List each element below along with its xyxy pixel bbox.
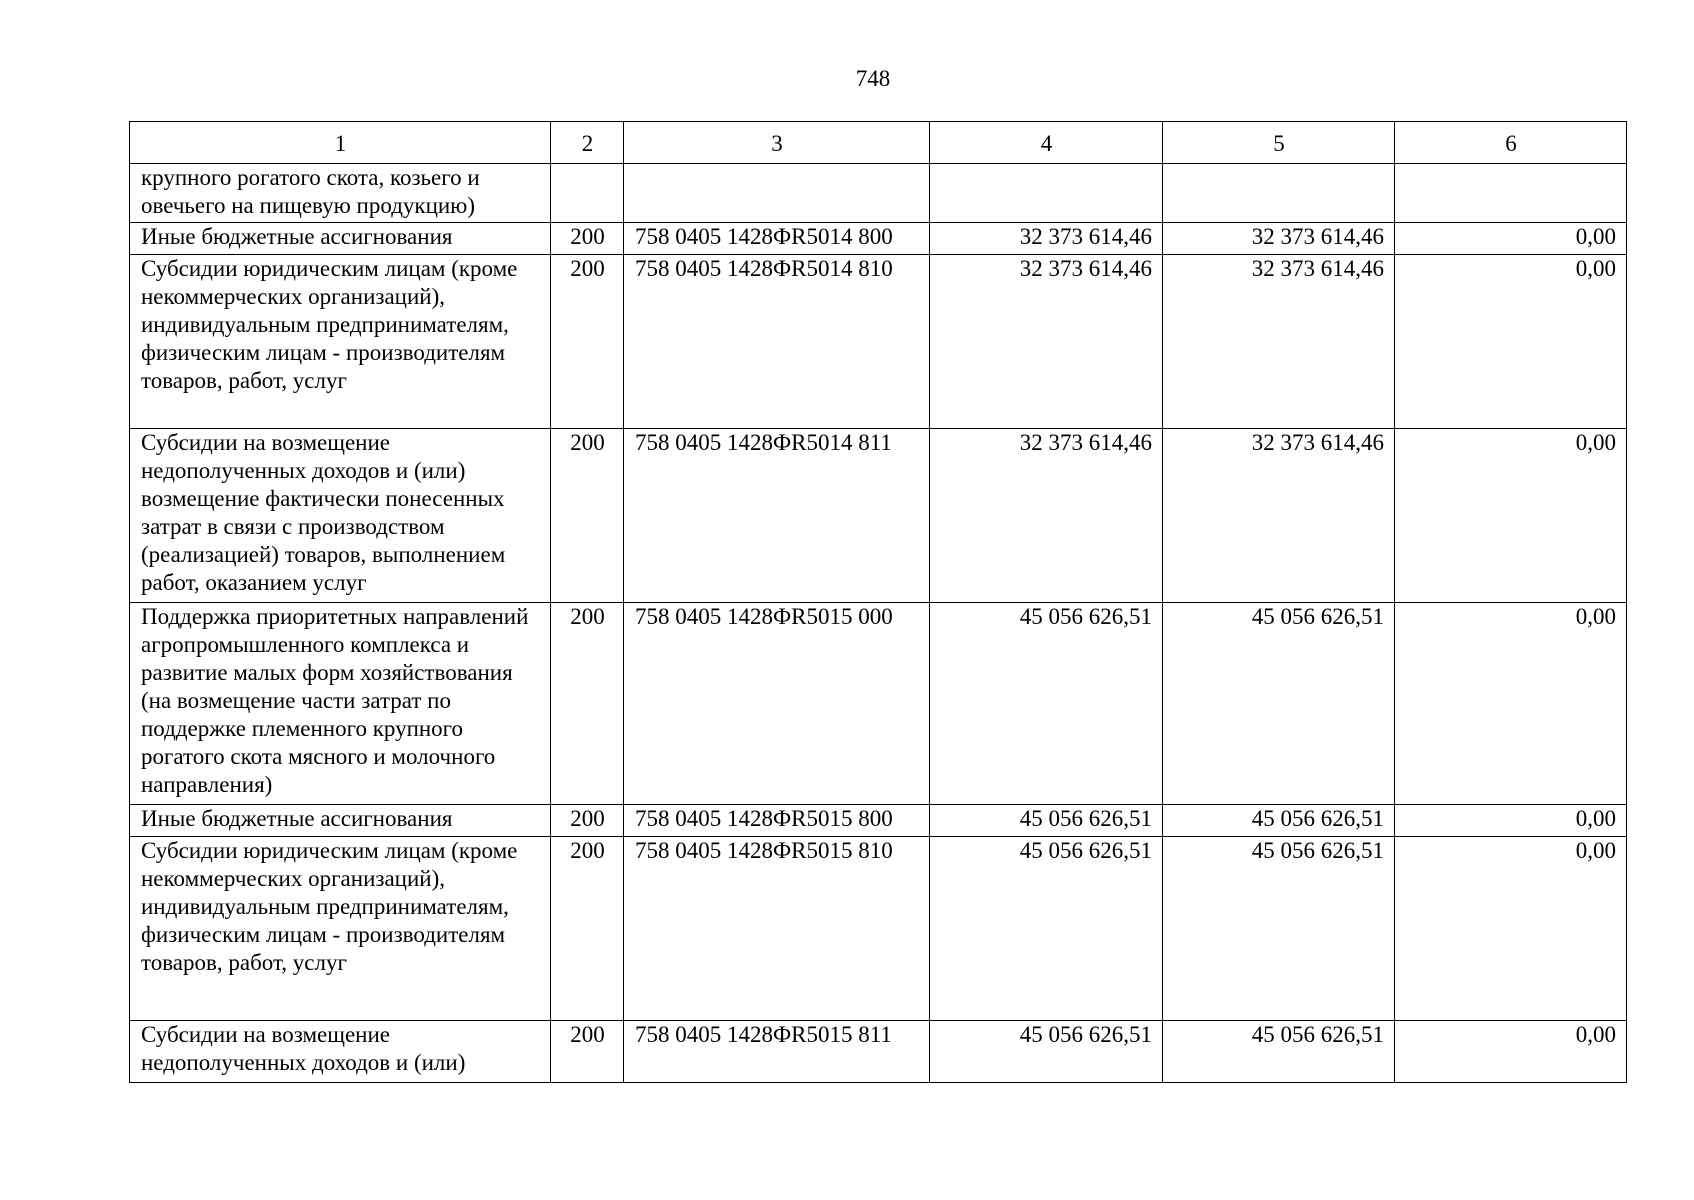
section-code: 200 <box>551 603 624 805</box>
budget-classification-code: 758 0405 1428ФR5015 810 <box>624 837 930 1021</box>
column-header: 6 <box>1395 122 1627 164</box>
amount-col4: 32 373 614,46 <box>930 223 1163 255</box>
budget-classification-code: 758 0405 1428ФR5014 800 <box>624 223 930 255</box>
column-header: 3 <box>624 122 930 164</box>
section-code: 200 <box>551 1021 624 1083</box>
section-code: 200 <box>551 223 624 255</box>
amount-col5: 45 056 626,51 <box>1163 837 1395 1021</box>
section-code: 200 <box>551 255 624 429</box>
amount-col4: 32 373 614,46 <box>930 429 1163 603</box>
amount-col5: 45 056 626,51 <box>1163 1021 1395 1083</box>
section-code: 200 <box>551 805 624 837</box>
table-header-row <box>130 122 1627 164</box>
amount-col6 <box>1395 164 1627 223</box>
section-code <box>551 164 624 223</box>
amount-col5: 32 373 614,46 <box>1163 223 1395 255</box>
item-name: Субсидии юридическим лицам (кроме некоммерческих организаций), индивидуальным предпринимателям, физическим лицам - производителям товаров, работ, услуг <box>130 837 551 1021</box>
column-header: 1 <box>130 122 551 164</box>
item-name: Субсидии юридическим лицам (кроме некоммерческих организаций), индивидуальным предпринимателям, физическим лицам - производителям товаров, работ, услуг <box>130 255 551 429</box>
amount-col6: 0,00 <box>1395 603 1627 805</box>
item-name: крупного рогатого скота, козьего и овечьего на пищевую продукцию) <box>130 164 551 223</box>
amount-col6: 0,00 <box>1395 223 1627 255</box>
item-name: Субсидии на возмещение недополученных доходов и (или) возмещение фактически понесенных затрат в связи с производством (реализацией) товаров, выполнением работ, оказанием услуг <box>130 429 551 603</box>
budget-classification-code: 758 0405 1428ФR5015 811 <box>624 1021 930 1083</box>
column-header: 5 <box>1163 122 1395 164</box>
amount-col6: 0,00 <box>1395 837 1627 1021</box>
amount-col6: 0,00 <box>1395 429 1627 603</box>
budget-table <box>129 121 1627 1083</box>
amount-col4 <box>930 164 1163 223</box>
budget-classification-code: 758 0405 1428ФR5014 810 <box>624 255 930 429</box>
amount-col5: 45 056 626,51 <box>1163 603 1395 805</box>
item-name: Субсидии на возмещение недополученных доходов и (или) <box>130 1021 551 1083</box>
amount-col5 <box>1163 164 1395 223</box>
amount-col4: 45 056 626,51 <box>930 837 1163 1021</box>
item-name: Иные бюджетные ассигнования <box>130 223 551 255</box>
amount-col4: 45 056 626,51 <box>930 603 1163 805</box>
table-row <box>130 805 1627 837</box>
table-row <box>130 164 1627 223</box>
budget-classification-code: 758 0405 1428ФR5015 800 <box>624 805 930 837</box>
budget-classification-code <box>624 164 930 223</box>
amount-col6: 0,00 <box>1395 255 1627 429</box>
column-header: 4 <box>930 122 1163 164</box>
table-row <box>130 837 1627 1021</box>
budget-classification-code: 758 0405 1428ФR5014 811 <box>624 429 930 603</box>
column-header: 2 <box>551 122 624 164</box>
table-row <box>130 603 1627 805</box>
budget-classification-code: 758 0405 1428ФR5015 000 <box>624 603 930 805</box>
amount-col5: 32 373 614,46 <box>1163 429 1395 603</box>
section-code: 200 <box>551 837 624 1021</box>
amount-col4: 32 373 614,46 <box>930 255 1163 429</box>
table-row <box>130 255 1627 429</box>
table-row <box>130 1021 1627 1083</box>
amount-col4: 45 056 626,51 <box>930 805 1163 837</box>
item-name: Поддержка приоритетных направлений агропромышленного комплекса и развитие малых форм хозяйствования (на возмещение части затрат по поддержке племенного крупного рогатого скота мясного и молочного направления) <box>130 603 551 805</box>
amount-col5: 45 056 626,51 <box>1163 805 1395 837</box>
item-name: Иные бюджетные ассигнования <box>130 805 551 837</box>
table-row <box>130 223 1627 255</box>
amount-col6: 0,00 <box>1395 805 1627 837</box>
amount-col4: 45 056 626,51 <box>930 1021 1163 1083</box>
page-number: 748 <box>855 66 891 91</box>
amount-col5: 32 373 614,46 <box>1163 255 1395 429</box>
amount-col6: 0,00 <box>1395 1021 1627 1083</box>
section-code: 200 <box>551 429 624 603</box>
table-row <box>130 429 1627 603</box>
